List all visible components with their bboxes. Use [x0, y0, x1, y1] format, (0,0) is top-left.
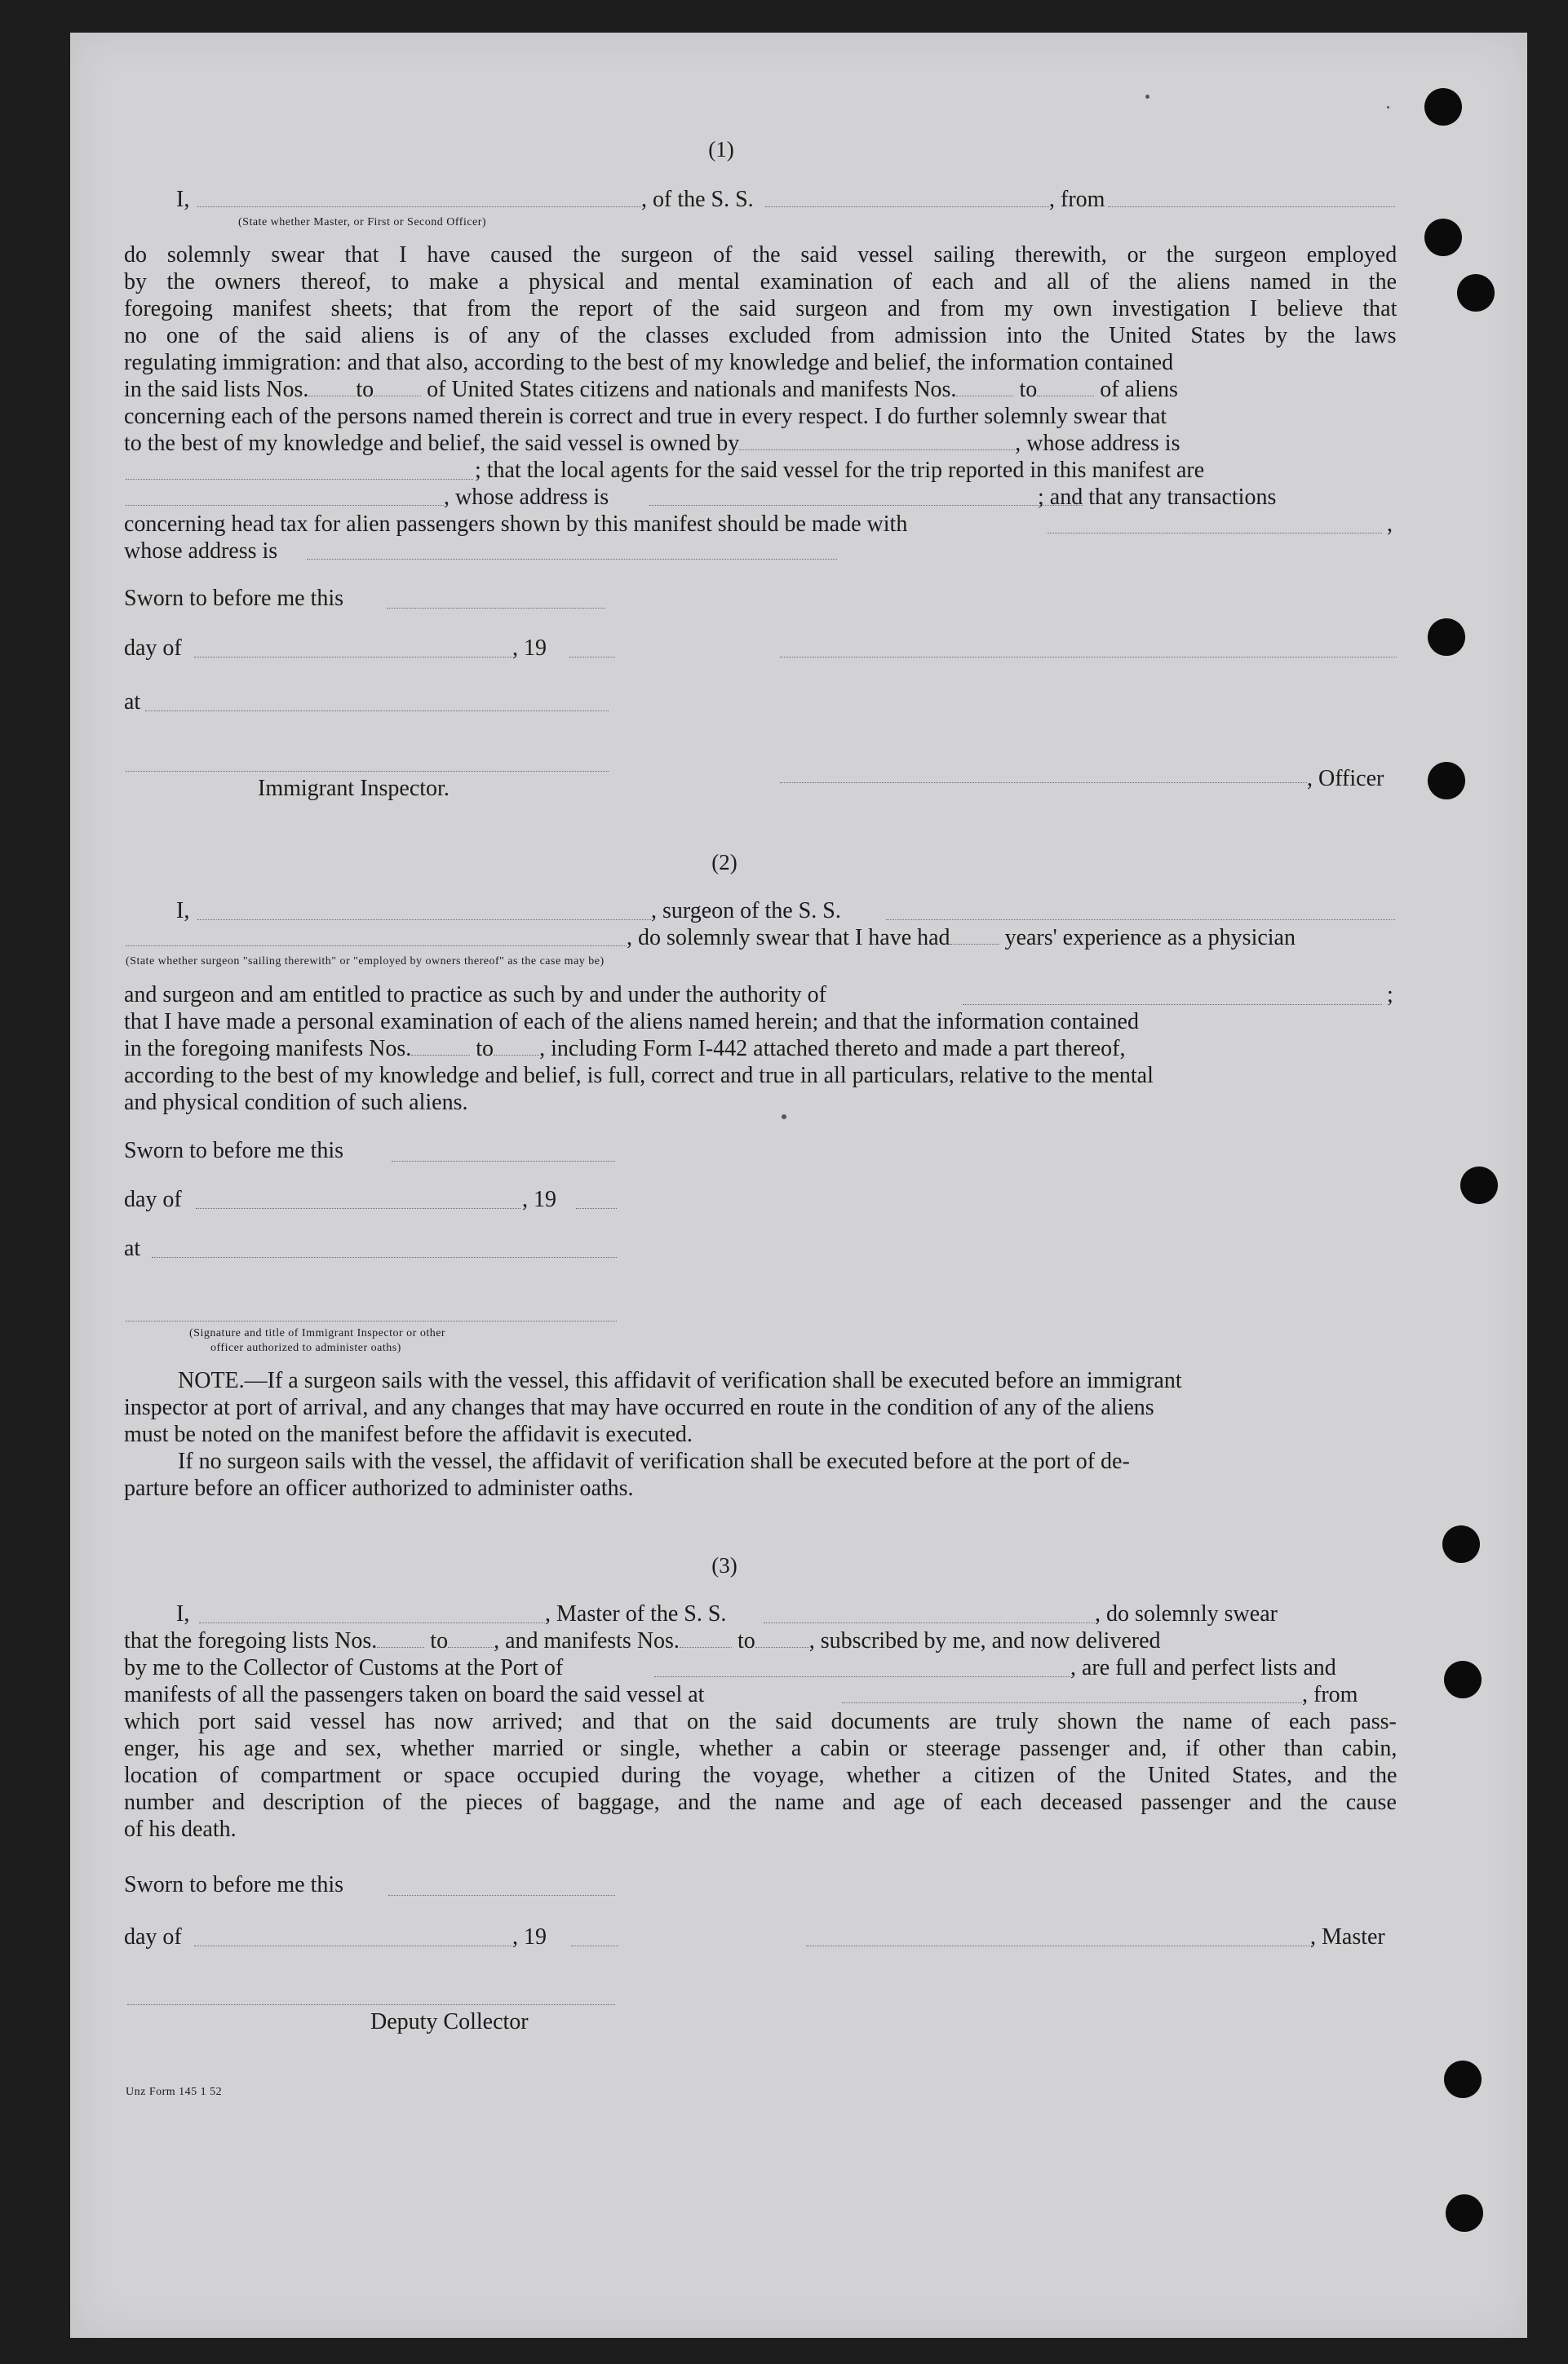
text: to — [430, 1628, 449, 1653]
text: of aliens — [1100, 377, 1178, 402]
s1-day-of: day of — [124, 635, 182, 661]
s1-of-the-ss: , of the S. S. — [641, 187, 754, 212]
s1-i: I, — [176, 187, 190, 212]
s2-line5: and physical condition of such aliens. — [124, 1090, 468, 1115]
s3-line: number and description of the pieces of baggage, and the name and age of each deceased passenger and the cause — [124, 1790, 1397, 1815]
text: that the foregoing lists Nos. — [124, 1628, 378, 1653]
s2-swear — [627, 924, 1296, 951]
s3-line: enger, his age and sex, whether married or single, whether a cabin or steerage passenger and, if other than cabin, — [124, 1736, 1397, 1761]
s3-line3a: by me to the Collector of Customs at the Port of — [124, 1655, 564, 1680]
s3-line: which port said vessel has now arrived; and that on the said documents are truly shown the name of each pass- — [124, 1709, 1397, 1734]
s2-at: at — [124, 1236, 141, 1261]
s2-surgeon-of: , surgeon of the S. S. — [651, 898, 841, 923]
s1-vessel-blank[interactable] — [765, 206, 1049, 207]
agents-address-blank[interactable] — [649, 504, 1083, 506]
s1-sworn: Sworn to before me this — [124, 586, 344, 611]
s1-paragraph — [124, 241, 1397, 376]
s3-manifests-to-blank[interactable] — [755, 1629, 809, 1648]
s3-day-of: day of — [124, 1924, 182, 1950]
form-number: Unz Form 145 1 52 — [126, 2086, 223, 2098]
s1-year-blank[interactable] — [569, 656, 615, 657]
s3-line4a: manifests of all the passengers taken on board the said vessel at — [124, 1682, 705, 1707]
s1-line6 — [124, 376, 1178, 403]
text: to — [737, 1628, 755, 1653]
manifests-from-blank[interactable] — [956, 378, 1013, 396]
note-line: parture before an officer authorized to administer oaths. — [124, 1476, 634, 1501]
s3-vessel-blank[interactable] — [764, 1622, 1095, 1623]
s2-sworn-blank[interactable] — [392, 1160, 615, 1162]
s2-authority-blank[interactable] — [963, 1003, 1382, 1005]
s1-line9: ; that the local agents for the said vessel for the trip reported in this manifest are — [475, 458, 1205, 483]
s3-name-blank[interactable] — [199, 1622, 545, 1623]
s2-sig-blank[interactable] — [126, 1320, 617, 1321]
s1-line10b: ; and that any transactions — [1038, 485, 1277, 510]
head-tax-address-blank[interactable] — [307, 558, 837, 560]
s1-nineteen: , 19 — [512, 635, 547, 661]
agents-blank[interactable] — [126, 504, 444, 506]
s2-line4: according to the best of my knowledge and belief, is full, correct and true in all particulars, relative to the mental — [124, 1063, 1154, 1088]
s3-embark-blank[interactable] — [842, 1702, 1302, 1703]
binder-hole — [1444, 2061, 1482, 2098]
s3-line3b: , are full and perfect lists and — [1070, 1655, 1336, 1680]
s1-line8 — [124, 430, 1180, 457]
s1-inspector-sig-blank[interactable] — [126, 770, 609, 772]
s2-day-blank[interactable] — [196, 1207, 520, 1209]
s3-lists-from-blank[interactable] — [377, 1629, 424, 1648]
owner-blank[interactable] — [739, 432, 1015, 450]
s1-line12: whose address is — [124, 538, 278, 564]
s2-capacity-blank[interactable] — [126, 945, 627, 946]
s1-officer: , Officer — [1307, 766, 1384, 791]
s2-at-blank[interactable] — [152, 1256, 617, 1258]
binder-hole — [1457, 274, 1495, 312]
binder-hole — [1442, 1525, 1480, 1563]
s1-from: , from — [1049, 187, 1105, 212]
s3-manifests-from-blank[interactable] — [680, 1629, 732, 1648]
s1-officer-blank[interactable] — [197, 206, 641, 207]
s2-line1: and surgeon and am entitled to practice as such by and under the authority of — [124, 982, 826, 1007]
s3-lists-to-blank[interactable] — [448, 1629, 494, 1648]
scan-speck — [782, 1114, 786, 1119]
s3-line: of his death. — [124, 1817, 237, 1842]
s1-comma: , — [1387, 511, 1393, 537]
text: years' experience as a physician — [1004, 925, 1296, 950]
s3-i: I, — [176, 1601, 190, 1627]
s2-manifests-to-blank[interactable] — [494, 1037, 539, 1056]
s2-capacity-note: (State whether surgeon "sailing therewith" or "employed by owners thereof" as the case may be) — [126, 955, 605, 967]
s3-paragraph — [124, 1708, 1397, 1843]
s3-port-blank[interactable] — [654, 1676, 1070, 1677]
s2-nineteen: , 19 — [522, 1187, 556, 1212]
s2-line1b: ; — [1387, 982, 1393, 1007]
s1-at-blank[interactable] — [145, 710, 609, 711]
text: concerning head tax for alien passengers shown by this manifest should be made with — [124, 511, 908, 537]
s3-line: location of compartment or space occupied during the voyage, whether a citizen of the United States, and the — [124, 1763, 1397, 1788]
text: , and manifests Nos. — [494, 1628, 680, 1653]
text: to the best of my knowledge and belief, the said vessel is owned by — [124, 431, 740, 456]
s3-day-blank[interactable] — [194, 1945, 512, 1946]
s1-officer-sig-blank[interactable] — [780, 656, 1397, 657]
head-tax-blank[interactable] — [1048, 532, 1382, 533]
scan-speck — [1145, 95, 1149, 99]
s1-day-blank[interactable] — [194, 656, 512, 657]
years-blank[interactable] — [950, 926, 999, 945]
scan-speck — [1387, 106, 1389, 108]
s2-sig-note-2: officer authorized to administer oaths) — [210, 1342, 401, 1354]
form-sheet — [70, 33, 1527, 2338]
s2-i: I, — [176, 898, 190, 923]
text: to — [1019, 377, 1038, 402]
s1-officer-blank-2[interactable] — [780, 781, 1307, 783]
s3-collector-sig-blank[interactable] — [127, 2003, 615, 2005]
s2-manifests-from-blank[interactable] — [411, 1037, 470, 1056]
s1-line7: concerning each of the persons named therein is correct and true in every respect. I do further solemnly swear that — [124, 404, 1167, 429]
s1-line11 — [124, 511, 907, 538]
s3-master-of: , Master of the S. S. — [545, 1601, 727, 1627]
s3-master-sig-blank[interactable] — [806, 1945, 1312, 1946]
note-line: NOTE.—If a surgeon sails with the vessel, this affidavit of verification shall be executed before an immigrant — [178, 1368, 1182, 1393]
text: to — [476, 1036, 494, 1061]
s2-day-of: day of — [124, 1187, 182, 1212]
s3-sworn: Sworn to before me this — [124, 1872, 344, 1897]
section-3-heading: (3) — [711, 1553, 737, 1578]
lists-from-blank[interactable] — [308, 378, 356, 396]
binder-hole — [1424, 219, 1462, 256]
s1-line: by the owners thereof, to make a physical and mental examination of each and all of the aliens named in the — [124, 269, 1397, 294]
s1-officer-note: (State whether Master, or First or Second Officer) — [238, 216, 487, 228]
s3-swear: , do solemnly swear — [1095, 1601, 1278, 1627]
binder-hole — [1424, 88, 1462, 126]
binder-hole — [1444, 1661, 1482, 1698]
s2-vessel-blank[interactable] — [886, 919, 1395, 920]
note-line: If no surgeon sails with the vessel, the affidavit of verification shall be executed before at the port of de- — [178, 1449, 1130, 1474]
text: , subscribed by me, and now delivered — [808, 1628, 1161, 1653]
text: , do solemnly swear that I have had — [627, 925, 950, 950]
text: , whose address is — [1015, 431, 1180, 456]
s1-at: at — [124, 689, 141, 715]
section-1-heading: (1) — [708, 137, 734, 162]
manifests-to-blank[interactable] — [1037, 378, 1094, 396]
s2-line2: that I have made a personal examination of each of the aliens named herein; and that the information contained — [124, 1009, 1139, 1034]
s3-nineteen: , 19 — [512, 1924, 547, 1950]
note-line: inspector at port of arrival, and any changes that may have occurred en route in the condition of any of the aliens — [124, 1395, 1154, 1420]
s2-line3 — [124, 1035, 1125, 1062]
s1-immigrant-inspector: Immigrant Inspector. — [258, 776, 450, 801]
s3-master: , Master — [1310, 1924, 1385, 1950]
text: in the said lists Nos. — [124, 377, 309, 402]
text: of United States citizens and nationals and manifests Nos. — [427, 377, 957, 402]
text: , including Form I-442 attached thereto and made a part thereof, — [539, 1036, 1126, 1061]
owner-address-blank[interactable] — [126, 478, 473, 480]
s1-line: regulating immigration: and that also, according to the best of my knowledge and belief, the information contained — [124, 350, 1174, 375]
binder-hole — [1460, 1167, 1498, 1204]
binder-hole — [1446, 2194, 1483, 2232]
s3-deputy-collector: Deputy Collector — [370, 2009, 529, 2034]
s2-name-blank[interactable] — [197, 919, 651, 920]
s1-line: no one of the said aliens is of any of the classes excluded from admission into the United States by the laws — [124, 323, 1397, 348]
s3-sworn-blank[interactable] — [388, 1894, 615, 1896]
s1-line: foregoing manifest sheets; that from the report of the said surgeon and from my own investigation I believe that — [124, 296, 1397, 321]
s1-sworn-blank[interactable] — [387, 607, 605, 609]
s3-year-blank[interactable] — [571, 1945, 618, 1946]
text: in the foregoing manifests Nos. — [124, 1036, 412, 1061]
s2-sig-note-1: (Signature and title of Immigrant Inspector or other — [189, 1327, 446, 1339]
note-line: must be noted on the manifest before the affidavit is executed. — [124, 1422, 693, 1447]
binder-hole — [1428, 618, 1465, 656]
s3-line4b: , from — [1302, 1682, 1358, 1707]
s1-line10a: , whose address is — [444, 485, 609, 510]
lists-to-blank[interactable] — [374, 378, 421, 396]
s2-sworn: Sworn to before me this — [124, 1138, 344, 1163]
binder-hole — [1428, 762, 1465, 799]
s3-line2 — [124, 1627, 1161, 1654]
s1-line: do solemnly swear that I have caused the surgeon of the said vessel sailing therewith, or the surgeon employed — [124, 242, 1397, 268]
text: to — [356, 377, 374, 402]
s2-year-blank[interactable] — [576, 1207, 617, 1209]
section-2-heading: (2) — [711, 850, 737, 874]
s1-from-blank[interactable] — [1108, 206, 1395, 207]
